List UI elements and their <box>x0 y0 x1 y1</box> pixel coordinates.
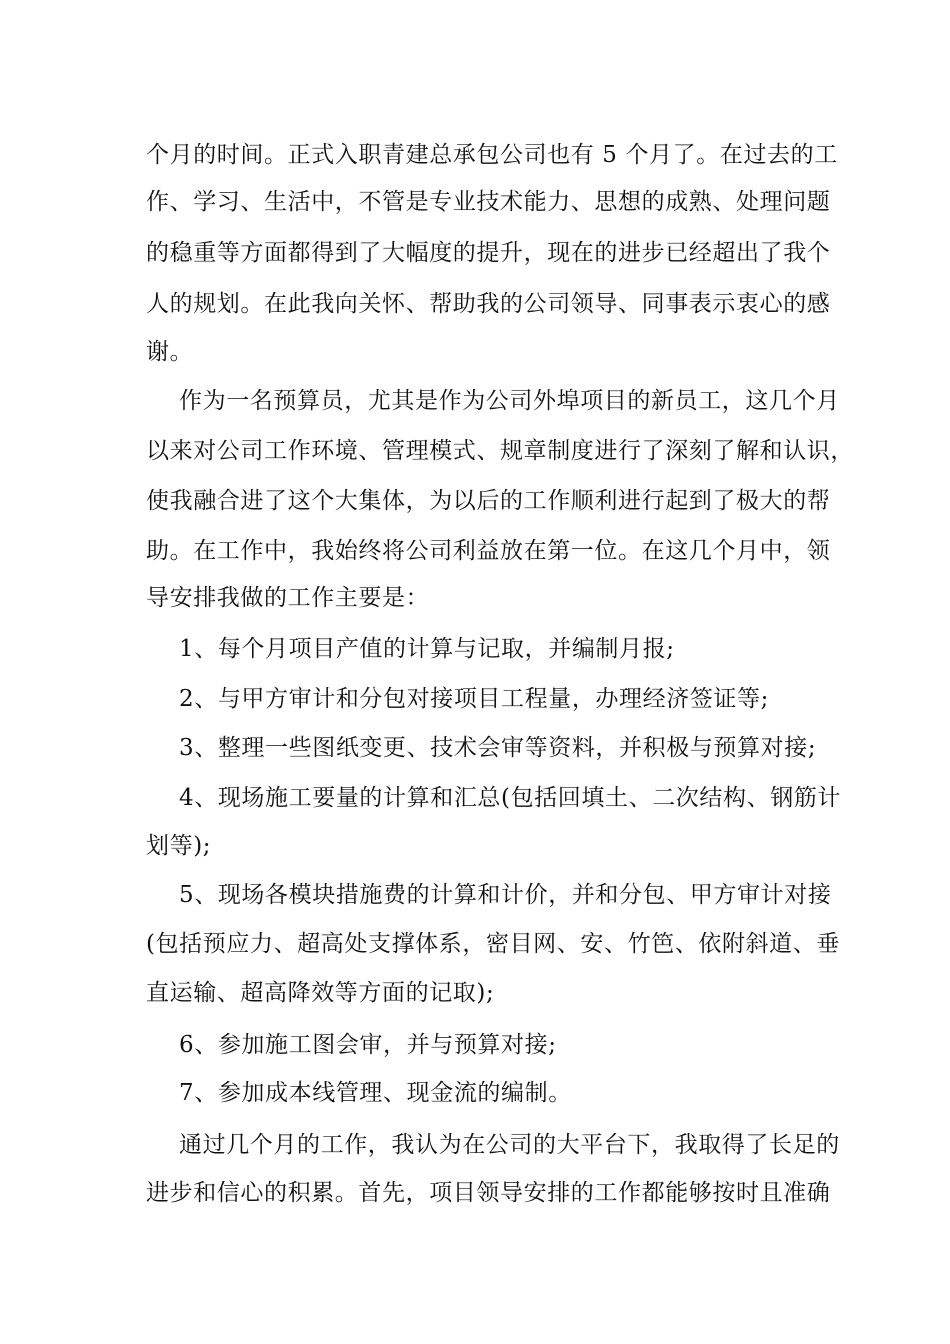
text-line-4: 人的规划。在此我向关怀、帮助我的公司领导、同事表示衷心的感 <box>146 291 831 317</box>
list-item-4-continued: 划等); <box>146 833 212 859</box>
list-item-7: 7、参加成本线管理、现金流的编制。 <box>179 1080 572 1106</box>
text-line-9: 助。在工作中，我始终将公司利益放在第一位。在这几个月中，领 <box>146 538 831 564</box>
text-line-10: 导安排我做的工作主要是： <box>146 585 430 611</box>
list-item-6: 6、参加施工图会审，并与预算对接; <box>179 1032 557 1058</box>
text-line-5: 谢。 <box>146 339 194 365</box>
list-item-3: 3、整理一些图纸变更、技术会审等资料，并积极与预算对接; <box>179 735 817 761</box>
text-line-2: 作、学习、生活中，不管是专业技术能力、思想的成熟、处理问题 <box>146 189 831 215</box>
list-item-5-continued-1: (包括预应力、超高处支撑体系，密目网、安、竹笆、依附斜道、垂 <box>146 931 840 957</box>
text-line-3: 的稳重等方面都得到了大幅度的提升，现在的进步已经超出了我个 <box>146 240 831 266</box>
list-item-1: 1、每个月项目产值的计算与记取，并编制月报; <box>179 636 675 662</box>
list-item-4: 4、现场施工要量的计算和汇总(包括回填土、二次结构、钢筋计 <box>179 785 842 811</box>
list-item-2: 2、与甲方审计和分包对接项目工程量，办理经济签证等; <box>179 686 769 712</box>
text-line-6: 作为一名预算员，尤其是作为公司外埠项目的新员工，这几个月 <box>179 388 840 414</box>
text-line-7: 以来对公司工作环境、管理模式、规章制度进行了深刻了解和认识， <box>146 438 854 464</box>
text-line-21: 通过几个月的工作，我认为在公司的大平台下，我取得了长足的 <box>179 1132 840 1158</box>
list-item-5-continued-2: 直运输、超高降效等方面的记取); <box>146 980 495 1006</box>
list-item-5: 5、现场各模块措施费的计算和计价，并和分包、甲方审计对接 <box>179 882 832 908</box>
text-line-1: 个月的时间。正式入职青建总承包公司也有 5 个月了。在过去的工 <box>146 142 838 168</box>
text-line-22: 进步和信心的积累。首先，项目领导安排的工作都能够按时且准确 <box>146 1180 831 1206</box>
text-line-8: 使我融合进了这个大集体，为以后的工作顺利进行起到了极大的帮 <box>146 488 831 514</box>
